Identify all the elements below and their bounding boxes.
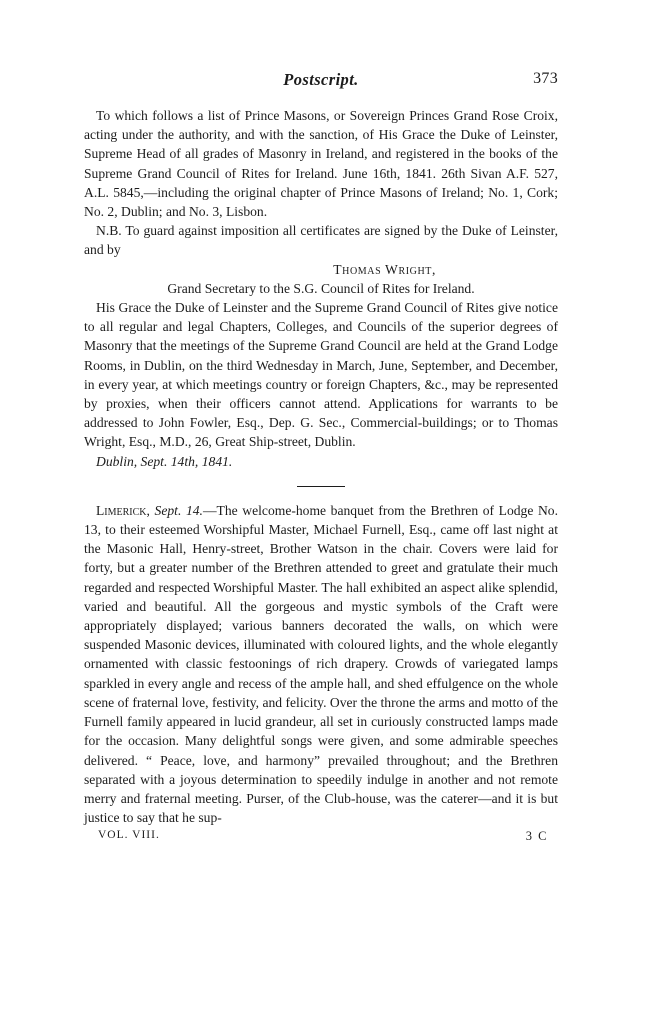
paragraph-nota-bene: N.B. To guard against imposition all certificates are signed by the Duke of Leinster, and by <box>84 223 558 258</box>
book-page <box>84 70 558 847</box>
volume-label: VOL. VIII. <box>98 829 160 842</box>
page-number: 373 <box>533 70 558 87</box>
dateline: Dublin, Sept. 14th, 1841. <box>96 453 233 469</box>
paragraph-limerick-banquet <box>84 501 558 827</box>
place-name: Limerick, <box>96 502 150 518</box>
running-head <box>84 70 558 96</box>
signature-mark: 3 C <box>525 829 548 844</box>
running-title: Postscript. <box>283 70 359 89</box>
paragraph-grand-council-notice: His Grace the Duke of Leinster and the Supreme Grand Council of Rites give notice to all regular and legal Chapters, Colleges, and Councils of the superior degrees of Masonry that the meetings of the Supreme Grand Council are held at the Grand Lodge Rooms, in Dublin, on the third Wednesday in March, June, September, and December, in every year, at which meetings country or foreign Chapters, &c., may be represented by proxies, when their officers cannot attend. Applications for warrants to be addressed to John Fowler, Esq., Dep. G. Sec., Commercial-buildings; or to Thomas Wright, Esq., M.D., 26, Great Ship-street, Dublin. <box>84 300 558 450</box>
section-rule <box>297 486 345 487</box>
signature-title: Grand Secretary to the S.G. Council of Rites for Ireland. <box>167 280 475 296</box>
signature-name: Thomas Wright, <box>333 261 436 277</box>
report-body: —The welcome-home banquet from the Brethren of Lodge No. 13, to their esteemed Worshipful Master, Michael Furnell, Esq., came off last night at the Masonic Hall, Henry-street, Brother Watson in the chair. Covers were laid for forty, but a greater number of the Brethren attended to greet and gratulate their much regarded and respected Worshipful Master. The hall exhibited an aspect alike splendid, varied and beautiful. All the gorgeous and mystic symbols of the Craft were appropriately displayed; various banners decorated the walls, on which were suspended Masonic devices, illuminated with coloured lights, and the whole elegantly ornamented with classic festoonings of rich drapery. Crowds of variegated lamps sparkled in every angle and recess of the ample hall, and shed effulgence on the whole scene of fraternal love, festivity, and felicity. Over the throne the arms and motto of the Furnell family appeared in lucid grandeur, all set in curiously constructed lamps made for the occasion. Many delightful songs were given, and some admirable speeches delivered. “ Peace, love, and harmony” prevailed throughout; and the Brethren separated with a joyous determination to speedily indulge in another and not remote merry and fraternal meeting. Purser, of the Club-house, was the caterer—and it is but justice to say that he sup- <box>84 502 558 826</box>
report-date: Sept. 14. <box>154 502 203 518</box>
page-footer <box>84 829 558 847</box>
paragraph-prince-masons: To which follows a list of Prince Masons, or Sovereign Princes Grand Rose Croix, acting under the authority, and with the sanction, of His Grace the Duke of Leinster, Supreme Head of all grades of Masonry in Ireland, and registered in the books of the Supreme Grand Council of Rites for Ireland. June 16th, 1841. 26th Sivan A.F. 527, A.L. 5845,—including the original chapter of Prince Masons of Ireland; No. 1, Cork; No. 2, Dublin; and No. 3, Lisbon. <box>84 108 558 220</box>
